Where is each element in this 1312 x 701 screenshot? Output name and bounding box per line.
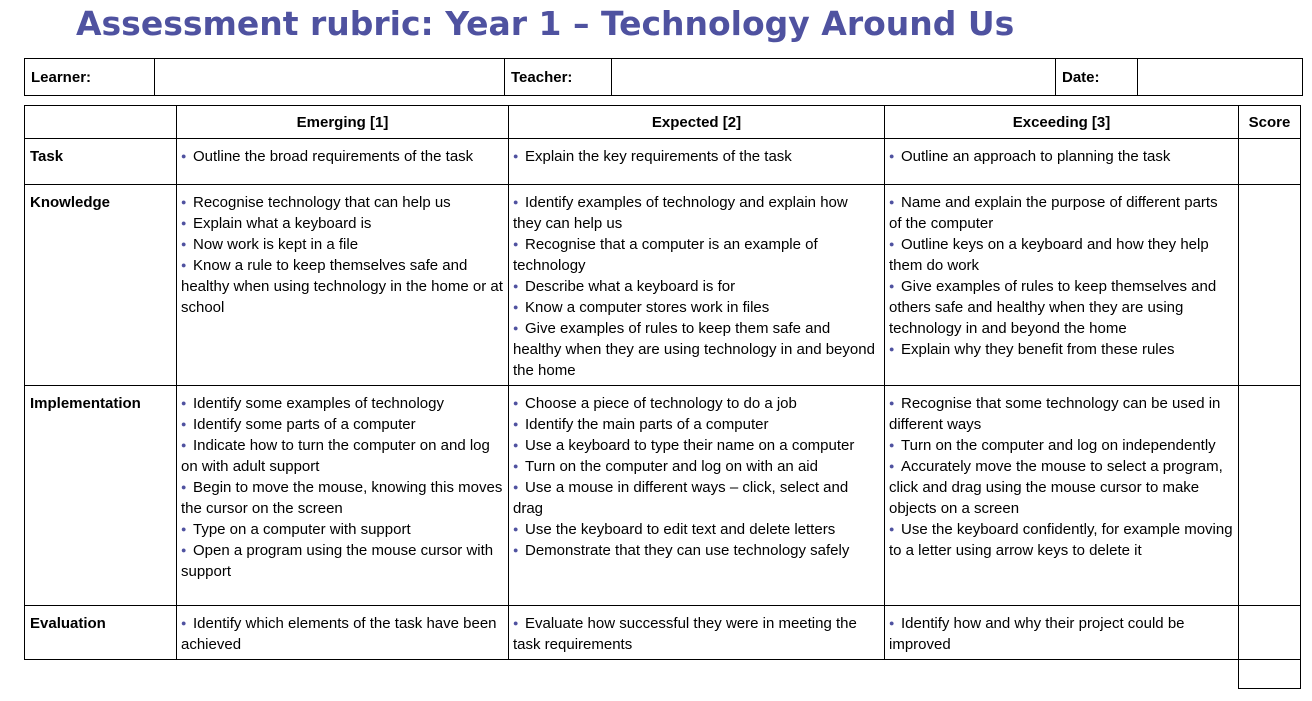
- bullet-icon: ●: [889, 239, 895, 249]
- bullet-text: Use a mouse in different ways – click, select and drag: [513, 479, 849, 517]
- bullet-icon: ●: [513, 398, 519, 408]
- bullet-text: Explain why they benefit from these rules: [901, 341, 1175, 358]
- bullet-item: [181, 255, 504, 318]
- bullet-item: [513, 456, 880, 477]
- bullet-icon: ●: [181, 618, 187, 628]
- bullet-icon: ●: [181, 151, 187, 161]
- bullet-list: [513, 613, 880, 655]
- header-blank: [25, 106, 177, 139]
- bullet-icon: ●: [181, 524, 187, 534]
- score-cell[interactable]: [1239, 185, 1301, 386]
- emerging-cell: [177, 606, 509, 660]
- expected-cell: [509, 185, 885, 386]
- bullet-item: [181, 613, 504, 655]
- bullet-icon: ●: [889, 524, 895, 534]
- score-cell[interactable]: [1239, 139, 1301, 185]
- bullet-icon: ●: [513, 618, 519, 628]
- bullet-item: [513, 318, 880, 381]
- row-label: Knowledge: [25, 185, 177, 386]
- bullet-text: Now work is kept in a file: [193, 236, 359, 253]
- bullet-item: [889, 339, 1234, 360]
- bullet-item: [513, 393, 880, 414]
- rubric-row-implementation: [25, 386, 1301, 606]
- teacher-label: Teacher:: [505, 59, 612, 96]
- expected-cell: [509, 386, 885, 606]
- page-title: Assessment rubric: Year 1 – Technology Around Us: [76, 4, 1015, 43]
- bullet-text: Begin to move the mouse, knowing this moves the cursor on the screen: [181, 479, 503, 517]
- bullet-list: [181, 192, 504, 318]
- row-label: Evaluation: [25, 606, 177, 660]
- bullet-icon: ●: [181, 419, 187, 429]
- header-expected: Expected [2]: [509, 106, 885, 139]
- rubric-table: [24, 105, 1301, 660]
- expected-cell: [509, 606, 885, 660]
- bullet-item: [513, 540, 880, 561]
- bullet-icon: ●: [513, 239, 519, 249]
- bullet-text: Identify how and why their project could be improved: [889, 615, 1185, 653]
- row-label: Implementation: [25, 386, 177, 606]
- bullet-item: [889, 613, 1234, 655]
- bullet-item: [181, 435, 504, 477]
- bullet-list: [889, 192, 1234, 360]
- emerging-cell: [177, 185, 509, 386]
- bullet-text: Use a keyboard to type their name on a computer: [525, 437, 855, 454]
- date-label: Date:: [1056, 59, 1138, 96]
- bullet-text: Recognise that some technology can be used in different ways: [889, 395, 1221, 433]
- bullet-icon: ●: [513, 482, 519, 492]
- teacher-field[interactable]: [612, 59, 1056, 96]
- bullet-item: [513, 234, 880, 276]
- bullet-text: Demonstrate that they can use technology safely: [525, 542, 850, 559]
- bullet-item: [889, 456, 1234, 519]
- exceeding-cell: [885, 139, 1239, 185]
- bullet-icon: ●: [513, 197, 519, 207]
- learner-info-table: [24, 58, 1303, 96]
- bullet-item: [889, 146, 1234, 167]
- bullet-icon: ●: [513, 151, 519, 161]
- bullet-icon: ●: [889, 398, 895, 408]
- bullet-icon: ●: [889, 151, 895, 161]
- learner-label: Learner:: [25, 59, 155, 96]
- bullet-item: [513, 519, 880, 540]
- bullet-item: [181, 519, 504, 540]
- bullet-item: [513, 613, 880, 655]
- bullet-item: [889, 393, 1234, 435]
- bullet-text: Recognise technology that can help us: [193, 194, 451, 211]
- bullet-item: [181, 146, 504, 167]
- bullet-icon: ●: [889, 618, 895, 628]
- bullet-list: [889, 613, 1234, 655]
- bullet-text: Identify which elements of the task have been achieved: [181, 615, 497, 653]
- bullet-list: [181, 613, 504, 655]
- bullet-item: [889, 519, 1234, 561]
- learner-field[interactable]: [155, 59, 505, 96]
- bullet-list: [513, 192, 880, 381]
- bullet-text: Identify some parts of a computer: [193, 416, 416, 433]
- bullet-item: [513, 435, 880, 456]
- rubric-row-knowledge: [25, 185, 1301, 386]
- bullet-item: [889, 435, 1234, 456]
- bullet-item: [181, 540, 504, 582]
- bullet-text: Give examples of rules to keep themselves and others safe and healthy when they are using technology in and beyond the home: [889, 278, 1217, 337]
- bullet-icon: ●: [513, 524, 519, 534]
- rubric-row-task: [25, 139, 1301, 185]
- header-emerging: Emerging [1]: [177, 106, 509, 139]
- bullet-item: [513, 146, 880, 167]
- bullet-icon: ●: [889, 461, 895, 471]
- bullet-list: [513, 146, 880, 167]
- bullet-text: Explain the key requirements of the task: [525, 148, 792, 165]
- rubric-row-evaluation: [25, 606, 1301, 660]
- bullet-icon: ●: [889, 344, 895, 354]
- bullet-text: Evaluate how successful they were in meeting the task requirements: [513, 615, 857, 653]
- bullet-item: [181, 192, 504, 213]
- bullet-list: [513, 393, 880, 561]
- bullet-text: Identify the main parts of a computer: [525, 416, 769, 433]
- bullet-icon: ●: [181, 482, 187, 492]
- bullet-text: Recognise that a computer is an example of technology: [513, 236, 818, 274]
- bullet-text: Know a computer stores work in files: [525, 299, 770, 316]
- bullet-item: [513, 477, 880, 519]
- bullet-item: [889, 192, 1234, 234]
- bullet-list: [889, 146, 1234, 167]
- bullet-icon: ●: [889, 197, 895, 207]
- bullet-icon: ●: [513, 281, 519, 291]
- header-score: Score: [1239, 106, 1301, 139]
- bullet-icon: ●: [889, 281, 895, 291]
- row-label: Task: [25, 139, 177, 185]
- bullet-icon: ●: [513, 461, 519, 471]
- bullet-icon: ●: [513, 440, 519, 450]
- bullet-item: [513, 192, 880, 234]
- bullet-item: [513, 297, 880, 318]
- score-cell[interactable]: [1239, 386, 1301, 606]
- bullet-text: Describe what a keyboard is for: [525, 278, 736, 295]
- bullet-item: [181, 393, 504, 414]
- bullet-icon: ●: [181, 440, 187, 450]
- bullet-text: Choose a piece of technology to do a job: [525, 395, 797, 412]
- bullet-icon: ●: [513, 545, 519, 555]
- exceeding-cell: [885, 185, 1239, 386]
- bullet-text: Type on a computer with support: [193, 521, 411, 538]
- bullet-text: Know a rule to keep themselves safe and healthy when using technology in the home or at school: [181, 257, 503, 316]
- bullet-item: [889, 234, 1234, 276]
- bullet-text: Use the keyboard to edit text and delete letters: [525, 521, 836, 538]
- bullet-item: [181, 477, 504, 519]
- bullet-text: Use the keyboard confidently, for example moving to a letter using arrow keys to delete it: [889, 521, 1233, 559]
- total-score-cell[interactable]: [1238, 655, 1301, 689]
- exceeding-cell: [885, 386, 1239, 606]
- bullet-icon: ●: [181, 197, 187, 207]
- bullet-icon: ●: [181, 260, 187, 270]
- bullet-text: Indicate how to turn the computer on and log on with adult support: [181, 437, 490, 475]
- date-field[interactable]: [1138, 59, 1303, 96]
- rubric-header-row: [25, 106, 1301, 139]
- bullet-text: Explain what a keyboard is: [193, 215, 372, 232]
- score-cell[interactable]: [1239, 606, 1301, 660]
- bullet-text: Turn on the computer and log on independently: [901, 437, 1216, 454]
- bullet-text: Name and explain the purpose of different parts of the computer: [889, 194, 1218, 232]
- bullet-icon: ●: [181, 398, 187, 408]
- bullet-list: [889, 393, 1234, 561]
- bullet-item: [513, 414, 880, 435]
- emerging-cell: [177, 386, 509, 606]
- bullet-item: [889, 276, 1234, 339]
- bullet-icon: ●: [513, 419, 519, 429]
- bullet-icon: ●: [181, 218, 187, 228]
- bullet-item: [181, 213, 504, 234]
- bullet-icon: ●: [513, 323, 519, 333]
- bullet-text: Outline an approach to planning the task: [901, 148, 1171, 165]
- bullet-text: Outline keys on a keyboard and how they help them do work: [889, 236, 1209, 274]
- bullet-text: Identify some examples of technology: [193, 395, 444, 412]
- bullet-icon: ●: [181, 545, 187, 555]
- bullet-text: Identify examples of technology and explain how they can help us: [513, 194, 848, 232]
- bullet-icon: ●: [513, 302, 519, 312]
- bullet-text: Outline the broad requirements of the task: [193, 148, 474, 165]
- bullet-item: [181, 414, 504, 435]
- bullet-text: Open a program using the mouse cursor with support: [181, 542, 494, 580]
- emerging-cell: [177, 139, 509, 185]
- bullet-text: Accurately move the mouse to select a program, click and drag using the mouse cursor to make objects on a screen: [889, 458, 1223, 517]
- bullet-list: [181, 393, 504, 582]
- bullet-icon: ●: [181, 239, 187, 249]
- header-exceeding: Exceeding [3]: [885, 106, 1239, 139]
- bullet-text: Give examples of rules to keep them safe and healthy when they are using technology in and beyond the home: [513, 320, 875, 379]
- bullet-list: [181, 146, 504, 167]
- bullet-item: [181, 234, 504, 255]
- exceeding-cell: [885, 606, 1239, 660]
- expected-cell: [509, 139, 885, 185]
- bullet-icon: ●: [889, 440, 895, 450]
- bullet-item: [513, 276, 880, 297]
- bullet-text: Turn on the computer and log on with an aid: [525, 458, 818, 475]
